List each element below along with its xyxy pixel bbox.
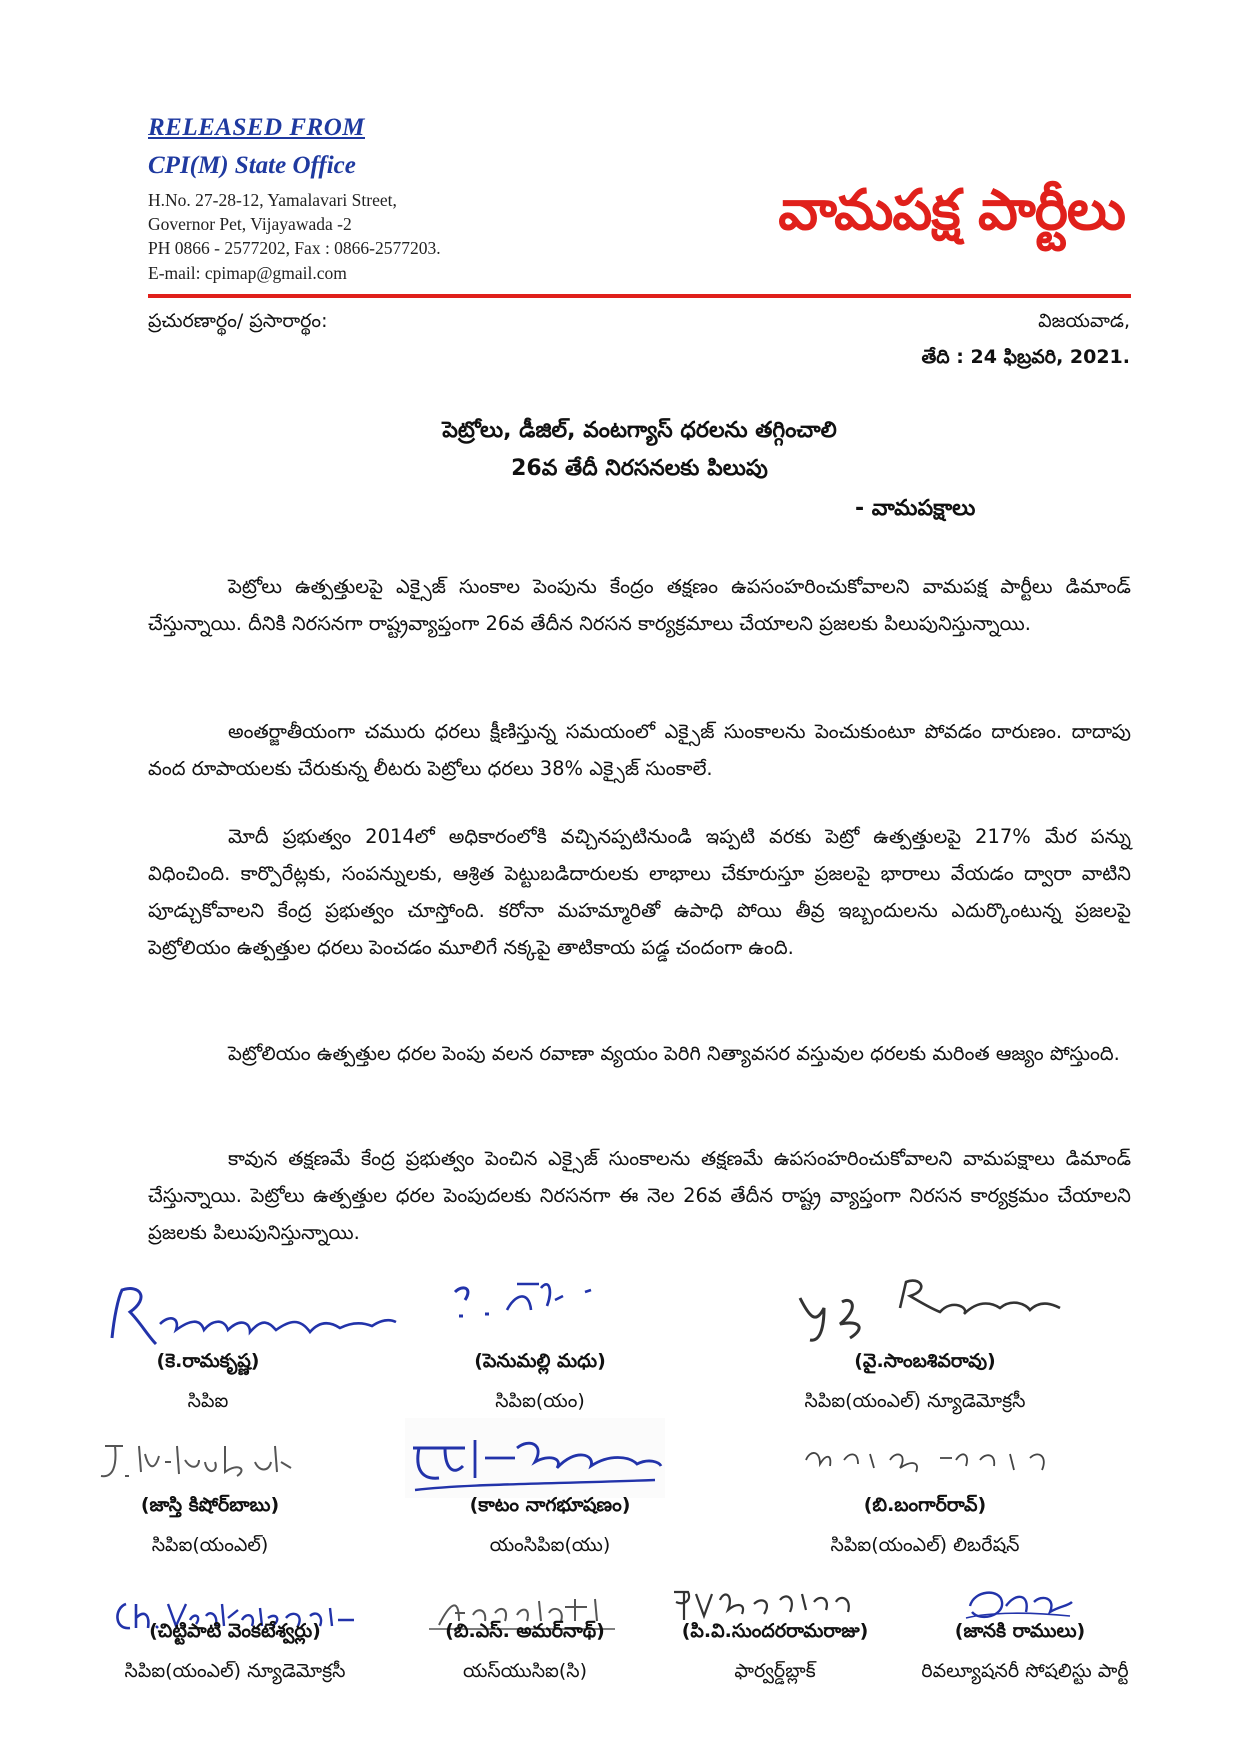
signatory-name: (పెనుమల్లి మధు) <box>474 1350 606 1372</box>
signatory-name: (జానకి రాములు) <box>954 1620 1086 1642</box>
signatory-name: (వై.సాంబశివరావు) <box>854 1350 996 1372</box>
office-name: CPI(M) State Office <box>148 152 356 179</box>
signatory-party: సిపిఐ(యంఎల్) లిబరేషన్ <box>830 1534 1020 1556</box>
signature-image <box>95 1432 295 1492</box>
title-line-1: పెట్రోలు, డీజిల్, వంటగ్యాస్ ధరలను తగ్గించాలి <box>442 418 837 443</box>
date-label: తేది : 24 ఫిబ్రవరి, 2021. <box>921 346 1130 368</box>
title-line-2: 26వ తేదీ నిరసనలకు పిలుపు <box>511 456 768 481</box>
signatory-party: సిపిఐ <box>187 1390 229 1412</box>
signatory-name: (కె.రామకృష్ణ) <box>156 1350 260 1372</box>
signature-image <box>405 1418 665 1498</box>
signatory-party: ఫార్వర్డ్‌బ్లాక్ <box>734 1660 816 1682</box>
signatory-name: (బి.ఎస్. అమర్‌నాథ్) <box>445 1620 605 1642</box>
title-attribution: - వామపక్షాలు <box>855 496 976 521</box>
signatory-name: (కాటం నాగభూషణం) <box>469 1494 631 1516</box>
body-paragraph: కావున తక్షణమే కేంద్ర ప్రభుత్వం పెంచిన ఎక్సైజ్ సుంకాలను తక్షణమే ఉపసంహరించుకోవాలని వామపక్షాలు డిమాండ్ చేస్తున్నాయి. పెట్రోలు ఉత్పత్తుల ధరల పెంపుదలకు నిరసనగా ఈ నెల 26వ తేదీన రాష్ట్ర వ్యాప్తంగా నిరసన కార్యక్రమం చేయాలని ప్రజలకు పిలుపునిస్తున్నాయి. <box>148 1147 1131 1244</box>
body-paragraph: మోదీ ప్రభుత్వం 2014లో అధికారంలోకి వచ్చినప్పటినుండి ఇప్పటి వరకు పెట్రో ఉత్పత్తులపై 217% మేర పన్ను విధించింది. కార్పొరేట్లకు, సంపన్నులకు, ఆశ్రిత పెట్టుబడిదారులకు లాభాలు చేకూరుస్తూ ప్రజలపై భారాలు వేయడం ద్వారా వాటిని పూడ్చుకోవాలని కేంద్ర ప్రభుత్వం చూస్తోంది. కరోనా మహమ్మారితో ఉపాధి పోయి తీవ్ర ఇబ్బందులను ఎదుర్కొంటున్న ప్రజలపై పెట్రోలియం ఉత్పత్తుల ధరలు పెంచడం మూలిగే నక్కపై తాటికాయ పడ్డ చందంగా ఉంది. <box>148 825 1131 959</box>
signature-image <box>800 1440 1080 1490</box>
header-divider <box>148 294 1131 298</box>
signatory-party: సిపిఐ(యంఎల్) న్యూడెమోక్రసీ <box>804 1390 1026 1412</box>
signature-image <box>445 1270 625 1340</box>
body-paragraph: అంతర్జాతీయంగా చమురు ధరలు క్షీణిస్తున్న సమయంలో ఎక్సైజ్ సుంకాలను పెంచుకుంటూ పోవడం దారుణం. దాదాపు వంద రూపాయలకు చేరుకున్న లీటరు పెట్రోలు ధరలు 38% ఎక్సైజ్ సుంకాలే. <box>148 720 1131 780</box>
signatory-party: సిపిఐ(యం) <box>495 1390 585 1412</box>
address-line-2: Governor Pet, Vijayawada -2 <box>148 214 352 234</box>
released-from-heading: RELEASED FROM <box>148 114 365 141</box>
signatory-party: సిపిఐ(యంఎల్) న్యూడెమోక్రసీ <box>124 1660 346 1682</box>
signatory-name: (జాస్తి కిషోర్‌బాబు) <box>140 1494 280 1516</box>
place-label: విజయవాడ, <box>1038 310 1130 332</box>
signatory-party: రివల్యూషనరీ సోషలిస్టు పార్టీ <box>921 1660 1129 1682</box>
signature-image <box>100 1278 410 1358</box>
signatory-party: యస్‌యుసిఐ(సి) <box>462 1660 588 1682</box>
address-line-1: H.No. 27-28-12, Yamalavari Street, <box>148 190 397 210</box>
body-paragraph: పెట్రోలు ఉత్పత్తులపై ఎక్సైజ్ సుంకాల పెంపును కేంద్రం తక్షణం ఉపసంహరించుకోవాలని వామపక్ష పార్టీలు డిమాండ్ చేస్తున్నాయి. దీనికి నిరసనగా రాష్ట్రవ్యాప్తంగా 26వ తేదీన నిరసన కార్యక్రమాలు చేయాలని ప్రజలకు పిలుపునిస్తున్నాయి. <box>148 575 1131 635</box>
signature-image <box>780 1268 1080 1348</box>
address-line-3: PH 0866 - 2577202, Fax : 0866-2577203. <box>148 238 441 258</box>
party-banner: వామపక్ష పార్టీలు <box>778 178 1125 243</box>
signatory-party: యంసిపిఐ(యు) <box>489 1534 611 1556</box>
signatory-name: (పి.వి.సుందరరామరాజు) <box>681 1620 869 1642</box>
signatory-party: సిపిఐ(యంఎల్) <box>151 1534 269 1556</box>
signatory-name: (చిట్టిపాటి వెంకటేశ్వర్లు) <box>149 1620 321 1642</box>
signatory-name: (బి.బంగార్‌రావ్) <box>863 1494 987 1516</box>
address-email: E-mail: cpimap@gmail.com <box>148 263 347 283</box>
body-paragraph: పెట్రోలియం ఉత్పత్తుల ధరల పెంపు వలన రవాణా వ్యయం పెరిగి నిత్యావసర వస్తువుల ధరలకు మరింత ఆజ్యం పోస్తుంది. <box>228 1042 1120 1065</box>
publication-label: ప్రచురణార్థం/ ప్రసారార్థం: <box>148 310 328 332</box>
